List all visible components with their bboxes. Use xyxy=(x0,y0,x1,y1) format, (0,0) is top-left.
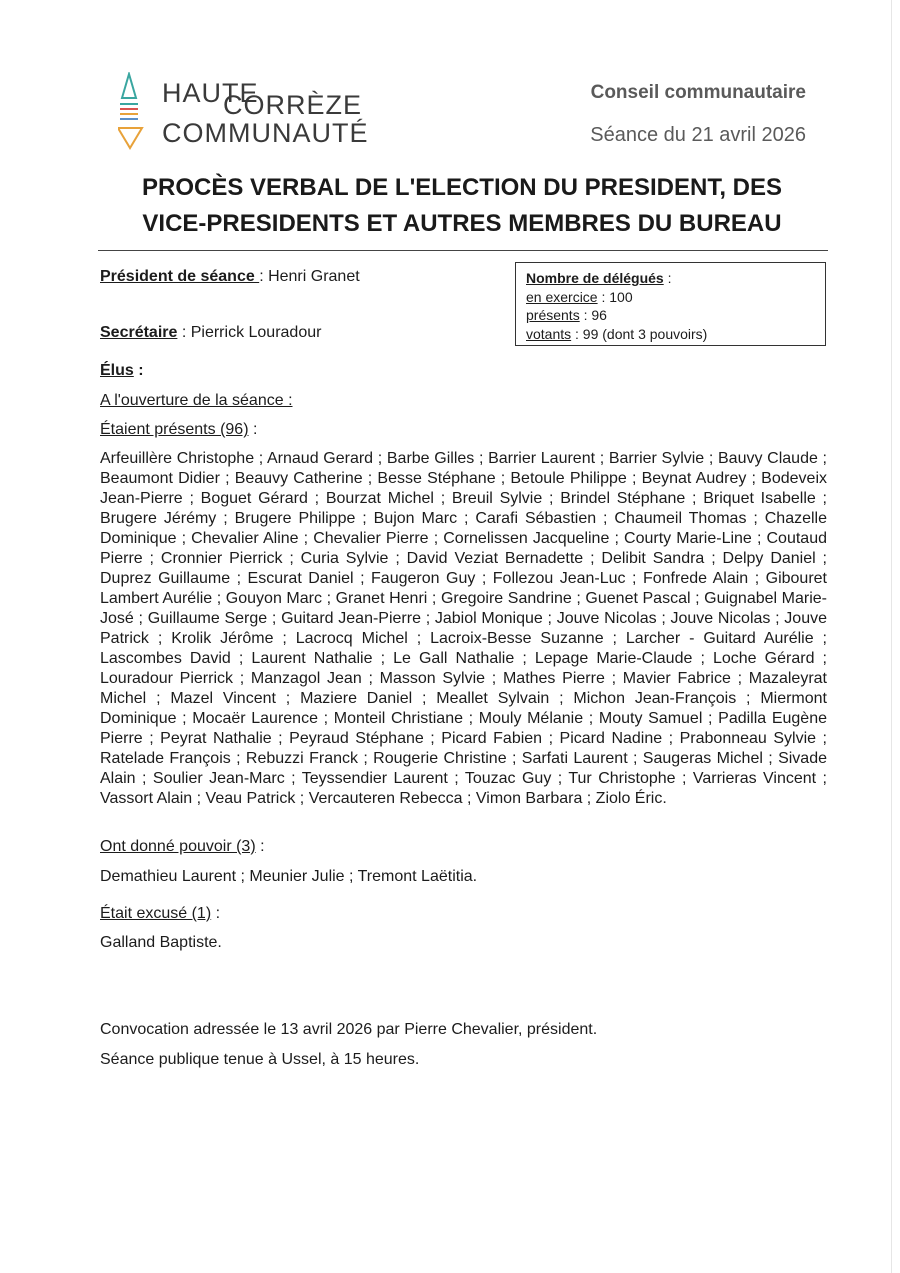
elected-heading: Élus xyxy=(100,362,134,379)
document-title xyxy=(98,170,826,242)
proxy-heading-line xyxy=(100,838,265,856)
delegates-box xyxy=(515,262,826,346)
logo-text-correze: CORRÈZE xyxy=(223,90,363,120)
session-date: Séance du 21 avril 2026 xyxy=(590,124,806,146)
page-edge xyxy=(891,0,892,1273)
president-value: : Henri Granet xyxy=(259,268,360,285)
title-line-1: PROCÈS VERBAL DE L'ELECTION DU PRESIDENT, DES xyxy=(141,174,783,201)
public-session-line: Séance publique tenue à Ussel, à 15 heures. xyxy=(100,1051,420,1068)
secretary-label: Secrétaire xyxy=(100,324,178,341)
present-value: : 96 xyxy=(579,307,607,323)
council-name: Conseil communautaire xyxy=(590,82,806,103)
convocation-line: Convocation adressée le 13 avril 2026 par Pierre Chevalier, président. xyxy=(100,1021,598,1038)
excused-names: Galland Baptiste. xyxy=(100,934,222,951)
present-heading: Étaient présents (96) xyxy=(100,421,249,438)
logo-text-haute: HAUTE xyxy=(162,78,259,108)
present-suffix: : xyxy=(248,421,258,438)
president-label: Président de séance xyxy=(100,268,260,285)
delegates-heading-suffix: : xyxy=(663,270,672,286)
logo-text-communaute: COMMUNAUTÉ xyxy=(162,118,369,148)
present-label: présents xyxy=(526,307,580,323)
opening-heading: A l'ouverture de la séance : xyxy=(100,392,293,409)
proxy-suffix: : xyxy=(255,838,265,855)
voters-value: : 99 (dont 3 pouvoirs) xyxy=(571,325,708,342)
present-names-list: Arfeuillère Christophe ; Arnaud Gerard ; Barbe Gilles ; Barrier Laurent ; Barrier Sylvie ; Bauvy Claude ; Beaumont Didier ; Beauvy Catherine ; Besse Stéphane ; Betoule Philippe ; Beynat Audrey ; Bodeveix Jean-Pierre ; Boguet Gérard ; Bourzat Michel ; Breuil Sylvie ; Brindel Stéphane ; Briquet Isabelle ; Brugere Jérémy ; Brugere Philippe ; Bujon Marc ; Carafi Sébastien ; Chaumeil Thomas ; Chazelle Dominique ; Chevalier Aline ; Chevalier Pierre ; Cornelissen Jacqueline ; Courty Marie-Line ; Coutaud Pierre ; Cronnier Pierrick ; Curia Sylvie ; David Veziat Bernadette ; Delibit Sandra ; Delpy Daniel ; Duprez Guillaume ; Escurat Daniel ; Faugeron Guy ; Follezou Jean-Luc ; Fonfrede Alain ; Gibouret Lambert Aurélie ; Gouyon Marc ; Granet Henri ; Gregoire Sandrine ; Guenet Pascal ; Guignabel Marie-José ; Guillaume Serge ; Guitard Jean-Pierre ; Jabiol Monique ; Jouve Nicolas ; Jouve Nicolas ; Jouve Patrick ; Krolik Jérôme ; Lacrocq Michel ; Lacroix-Besse Suzanne ; Larcher - Guitard Aurélie ; Lascombes David ; Laurent Nathalie ; Le Gall Nathalie ; Lepage Marie-Claude ; Loche Gérard ; Louradour Pierrick ; Manzagol Jean ; Masson Sylvie ; Mathes Pierre ; Mavier Fabrice ; Mazaleyrat Michel ; Mazel Vincent ; Maziere Daniel ; Meallet Sylvain ; Michon Jean-François ; Miermont Dominique ; Mocaër Laurence ; Monteil Christiane ; Mouly Mélanie ; Mouty Samuel ; Padilla Eugène Pierre ; Peyrat Nathalie ; Peyraud Stéphane ; Picard Fabien ; Picard Nadine ; Prabonneau Sylvie ; Ratelade François ; Rebuzzi Franck ; Rougerie Christine ; Sarfati Laurent ; Saugeras Michel ; Sivade Alain ; Soulier Jean-Marc ; Teyssendier Laurent ; Touzac Guy ; Tur Christophe ; Varrieras Vincent ; Vassort Alain ; Veau Patrick ; Vercauteren Rebecca ; Vimon Barbara ; Ziolo Éric. xyxy=(100,450,827,807)
secretary-line xyxy=(100,324,321,342)
exercise-label: en exercice xyxy=(526,288,598,305)
haute-correze-logo xyxy=(118,72,388,154)
president-line xyxy=(100,268,360,286)
delegates-present-row xyxy=(526,306,815,325)
excused-suffix: : xyxy=(211,905,221,922)
voters-label: votants xyxy=(526,325,572,342)
title-line-2: VICE-PRESIDENTS ET AUTRES MEMBRES DU BUREAU xyxy=(142,210,782,237)
excused-heading-line xyxy=(100,905,220,923)
delegates-heading-row xyxy=(526,269,815,288)
elected-suffix: : xyxy=(133,362,144,379)
logo-mark-icon xyxy=(118,72,158,154)
title-divider xyxy=(98,250,828,251)
delegates-heading: Nombre de délégués xyxy=(526,270,664,286)
proxy-names: Demathieu Laurent ; Meunier Julie ; Tremont Laëtitia. xyxy=(100,868,478,885)
exercise-value: : 100 xyxy=(597,288,633,305)
secretary-value: : Pierrick Louradour xyxy=(177,324,322,341)
excused-heading: Était excusé (1) xyxy=(100,905,212,922)
present-heading-line xyxy=(100,421,257,439)
delegates-voters-row xyxy=(526,325,815,344)
delegates-exercise-row xyxy=(526,288,815,307)
elected-heading-line xyxy=(100,362,144,380)
proxy-heading: Ont donné pouvoir (3) xyxy=(100,838,256,855)
